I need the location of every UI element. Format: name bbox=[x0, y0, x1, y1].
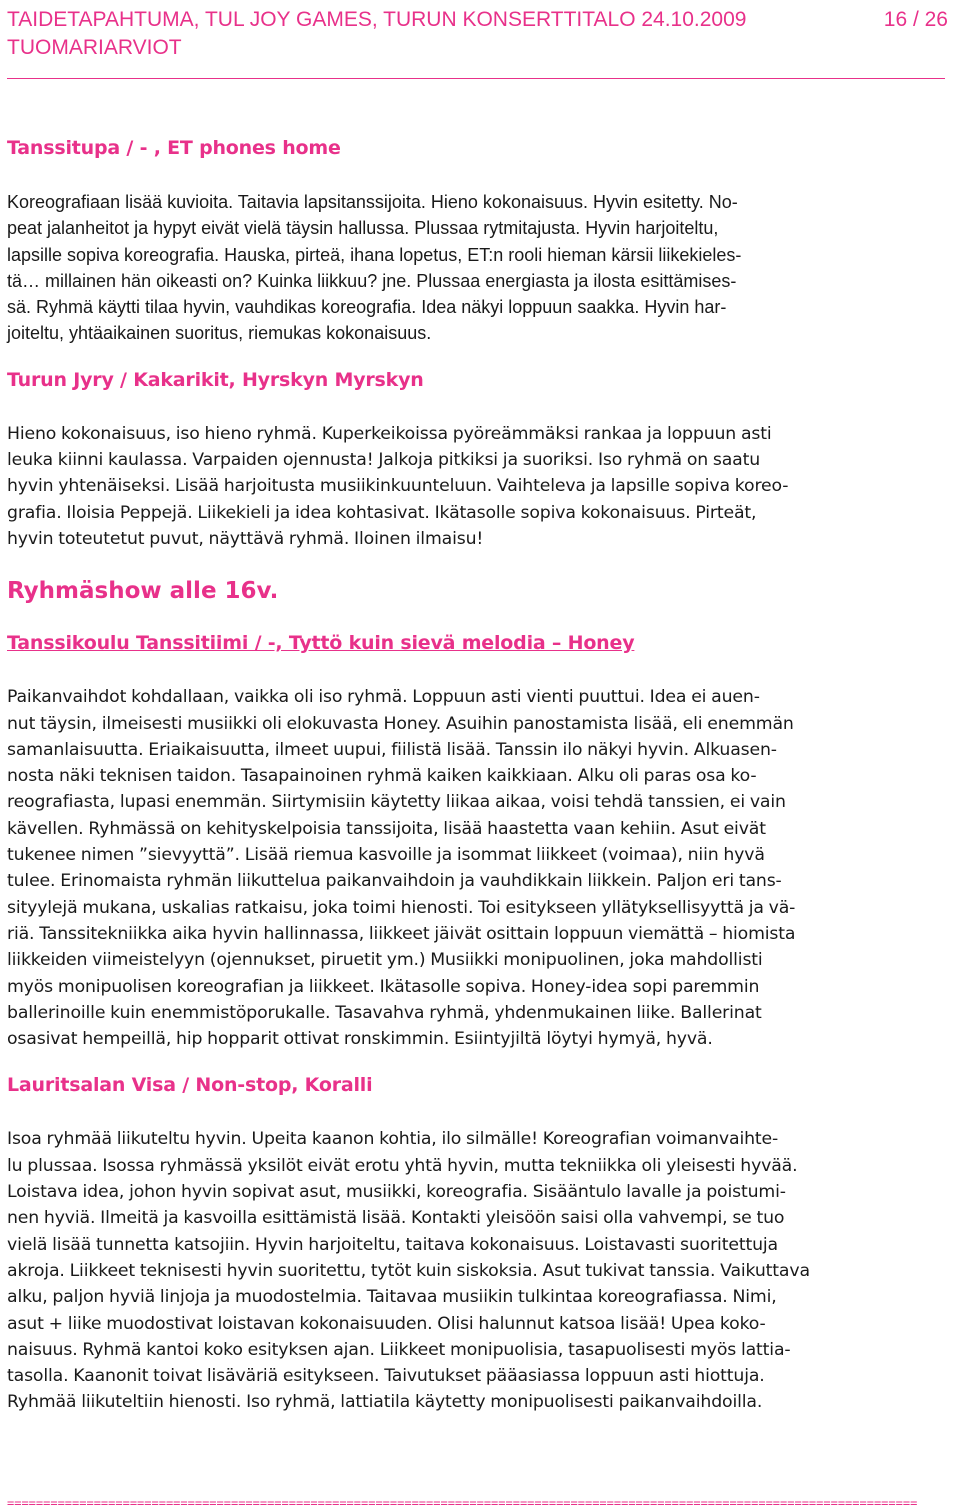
paragraph-line: ballerinoille kuin enemmistöporukalle. Tasavahva ryhmä, yhdenmukainen liike. Ballerinat bbox=[7, 1002, 762, 1023]
paragraph-line: lu plussaa. Isossa ryhmässä yksilöt eivät erotu yhtä hyvin, mutta tekniikka oli yleisesti hyvää. bbox=[7, 1155, 798, 1176]
paragraph-line: naisuus. Ryhmä kantoi koko esityksen ajan. Liikkeet monipuolisia, tasapuolisesti myös lattia- bbox=[7, 1339, 791, 1360]
section-heading: Turun Jyry / Kakarikit, Hyrskyn Myrskyn bbox=[7, 368, 424, 391]
paragraph-line: peat jalanheitot ja hypyt eivät vielä täysin hallussa. Plussaa rytmitajusta. Hyvin harjoiteltu, bbox=[7, 218, 719, 239]
paragraph-line: hyvin toteutetut puvut, näyttävä ryhmä. Iloinen ilmaisu! bbox=[7, 528, 484, 549]
paragraph-line: lapsille sopiva koreografia. Hauska, pirteä, ihana lopetus, ET:n rooli hieman kärsii liikekieles- bbox=[7, 244, 742, 265]
paragraph-line: leuka kiinni kaulassa. Varpaiden ojennusta! Jalkoja pitkiksi ja suoriksi. Iso ryhmä on saatu bbox=[7, 450, 761, 471]
header-subtitle: TUOMARIARVIOT bbox=[7, 36, 182, 59]
footer-divider: ============================================================================================================================== bbox=[7, 1497, 918, 1509]
paragraph-line: Paikanvaihdot kohdallaan, vaikka oli iso ryhmä. Loppuun asti vienti puuttui. Idea ei auen- bbox=[7, 687, 760, 708]
paragraph-line: tukenee nimen ”sievyyttä”. Lisää riemua kasvoille ja isommat liikkeet (voimaa), niin hyvä bbox=[7, 845, 765, 866]
paragraph-line: sityylejä mukana, uskalias ratkaisu, joka toimi hienosti. Toi esitykseen yllätyksellisyyttä ja vä- bbox=[7, 897, 796, 918]
paragraph-line: samanlaisuutta. Eriaikaisuutta, ilmeet uupui, fiilistä lisää. Tanssin ilo näkyi hyvin. Alkuasen- bbox=[7, 739, 777, 760]
section-heading: Tanssitupa / - , ET phones home bbox=[7, 137, 341, 159]
paragraph-line: Hieno kokonaisuus, iso hieno ryhmä. Kuperkeikoissa pyöreämmäksi rankaa ja loppuun asti bbox=[7, 423, 772, 444]
paragraph-line: osasivat hempeillä, hip hopparit ottivat ronskimmin. Esiintyjiltä löytyi hymyä, hyvä. bbox=[7, 1029, 713, 1050]
paragraph-line: grafia. Iloisia Peppejä. Liikekieli ja idea kohtasivat. Ikätasolle sopiva kokonaisuus. Pirteät, bbox=[7, 502, 757, 523]
paragraph-line: joiteltu, yhtäaikainen suoritus, riemukas kokonaisuus. bbox=[7, 323, 432, 344]
section-paragraph bbox=[7, 189, 951, 347]
paragraph-line: alku, paljon hyviä linjoja ja muodostelmia. Taitavaa musiikin tulkintaa koreografiassa. Nimi, bbox=[7, 1287, 777, 1308]
paragraph-line: vielä lisää tunnetta katsojiin. Hyvin harjoiteltu, taitava kokonaisuus. Loistavasti suoritettuja bbox=[7, 1234, 778, 1255]
category-title: Ryhmäshow alle 16v. bbox=[7, 578, 279, 605]
page-header bbox=[7, 6, 950, 62]
page-number: 16 / 26 bbox=[883, 8, 948, 31]
paragraph-line: reografiasta, lupasi enemmän. Siirtymisiin käytetty liikaa aikaa, voisi tehdä tanssien, ei vain bbox=[7, 792, 786, 813]
paragraph-line: liikkeiden viimeistelyyn (ojennukset, piruetit ym.) Musiikki monipuolinen, joka mahdollisti bbox=[7, 950, 763, 971]
paragraph-line: nen hyviä. Ilmeitä ja kasvoilla esittämistä lisää. Kontakti yleisöön saisi olla vahvempi, se tuo bbox=[7, 1208, 785, 1229]
document-body bbox=[7, 135, 951, 1416]
paragraph-line: riä. Tanssitekniikka aika hyvin hallinnassa, liikkeet jäivät osittain loppuun viemättä – hiomista bbox=[7, 923, 796, 944]
paragraph-line: sä. Ryhmä käytti tilaa hyvin, vauhdikas koreografia. Idea näkyi loppuun saakka. Hyvin har- bbox=[7, 297, 727, 318]
section-paragraph bbox=[7, 421, 951, 552]
paragraph-line: nosta näki teknisen taidon. Tasapainoinen ryhmä kaiken kaikkiaan. Alku oli paras osa ko- bbox=[7, 766, 757, 787]
paragraph-line: tulee. Erinomaista ryhmän liikuttelua paikanvaihdoin ja vauhdikkain liikkein. Paljon eri tans- bbox=[7, 871, 782, 892]
paragraph-line: myös monipuolisen koreografian ja liikkeet. Ikätasolle sopiva. Honey-idea sopi paremmin bbox=[7, 976, 760, 997]
paragraph-line: Loistava idea, johon hyvin sopivat asut, musiikki, koreografia. Sisääntulo lavalle ja poistumi- bbox=[7, 1182, 786, 1203]
paragraph-line: akroja. Liikkeet teknisesti hyvin suoritettu, tytöt kuin siskoksia. Asut tukivat tanssia. Vaikuttava bbox=[7, 1260, 810, 1281]
section-heading: Lauritsalan Visa / Non-stop, Koralli bbox=[7, 1074, 373, 1097]
header-event-title: TAIDETAPAHTUMA, TUL JOY GAMES, TURUN KONSERTTITALO 24.10.2009 bbox=[7, 8, 747, 31]
paragraph-line: Isoa ryhmää liikuteltu hyvin. Upeita kaanon kohtia, ilo silmälle! Koreografian voimanvaihte- bbox=[7, 1129, 779, 1150]
header-divider bbox=[7, 78, 945, 79]
paragraph-line: tasolla. Kaanonit toivat lisäväriä esitykseen. Taivutukset pääasiassa loppuun asti hiottuja. bbox=[7, 1366, 765, 1387]
paragraph-line: nut täysin, ilmeisesti musiikki oli elokuvasta Honey. Asuihin panostamista lisää, eli enemmän bbox=[7, 713, 794, 734]
paragraph-line: kävellen. Ryhmässä on kehityskelpoisia tanssijoita, lisää haastetta vaan kehiin. Asut eivät bbox=[7, 818, 766, 839]
paragraph-line: Ryhmää liikuteltiin hienosti. Iso ryhmä, lattiatila käytetty monipuolisesti paikanvaihdoilla. bbox=[7, 1392, 763, 1413]
section-paragraph bbox=[7, 684, 951, 1052]
paragraph-line: Koreografiaan lisää kuvioita. Taitavia lapsitanssijoita. Hieno kokonaisuus. Hyvin esitetty. No- bbox=[7, 192, 738, 212]
section-heading: Tanssikoulu Tanssitiimi / -, Tyttö kuin sievä melodia – Honey bbox=[7, 632, 635, 655]
paragraph-line: asut + liike muodostivat loistavan kokonaisuuden. Olisi halunnut katsoa lisää! Upea koko- bbox=[7, 1313, 766, 1334]
paragraph-line: hyvin yhtenäiseksi. Lisää harjoitusta musiikinkuunteluun. Vaihteleva ja lapsille sopiva koreo- bbox=[7, 476, 789, 497]
section-paragraph bbox=[7, 1126, 951, 1415]
paragraph-line: tä… millainen hän oikeasti on? Kuinka liikkuu? jne. Plussaa energiasta ja ilosta esittämises- bbox=[7, 270, 737, 291]
